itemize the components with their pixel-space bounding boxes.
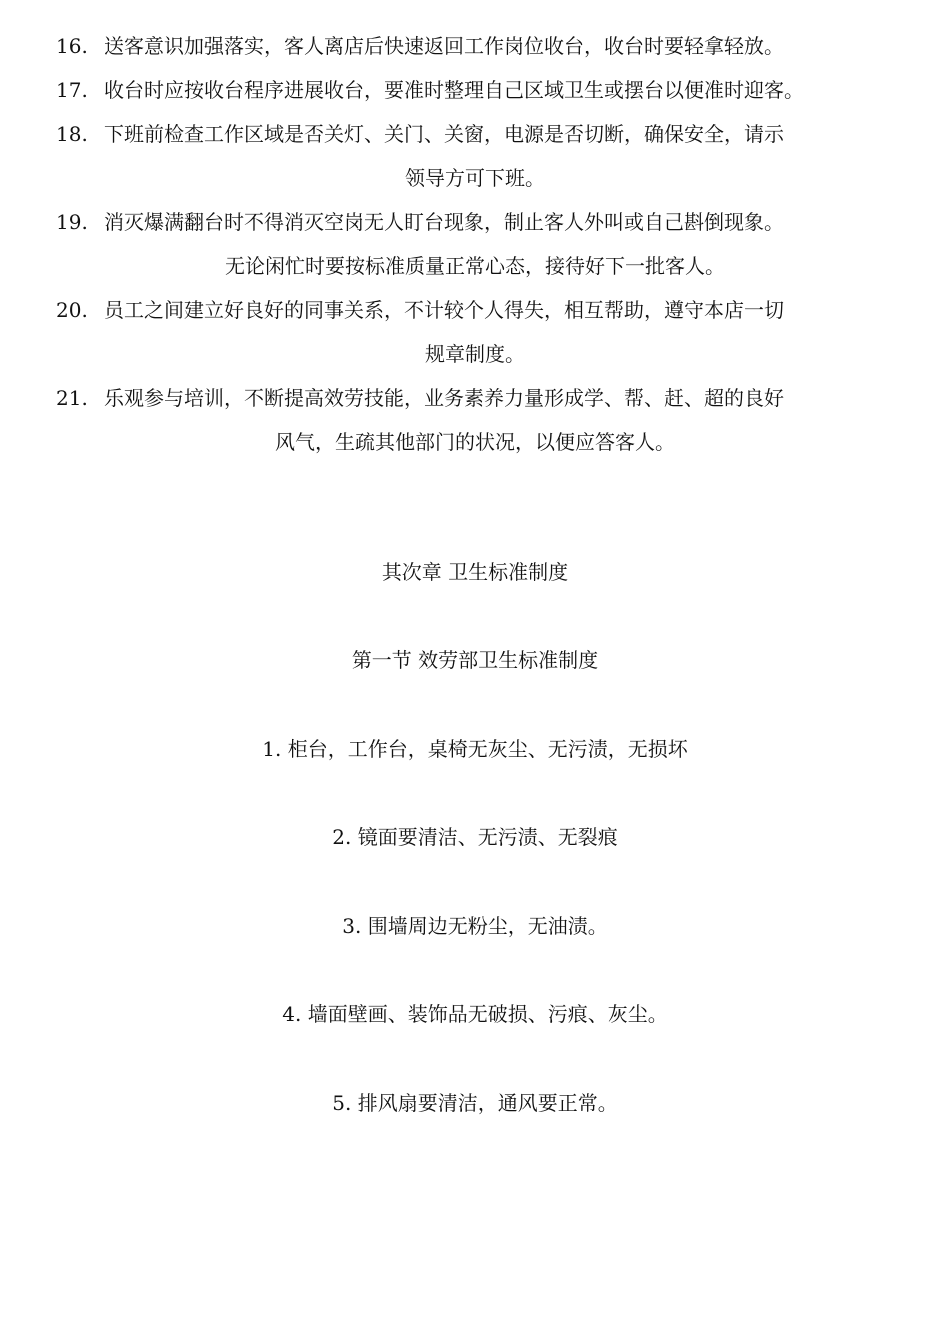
rule-text: 下班前检查工作区域是否关灯、关门、关窗，电源是否切断，确保安全，请示 (104, 122, 784, 146)
rule-item-16 (0, 24, 950, 68)
rule-item-20 (0, 288, 950, 376)
rule-number: 18. (56, 122, 88, 146)
rule-text: 消灭爆满翻台时不得消灭空岗无人盯台现象，制止客人外叫或自己斟倒现象。 (104, 210, 784, 234)
rule-number: 16. (56, 34, 88, 58)
cleaning-item: 4. 墙面壁画、装饰品无破损、污痕、灰尘。 (282, 1002, 668, 1026)
chapter-title: 其次章 卫生标准制度 (381, 560, 569, 584)
rule-text-continuation: 无论闲忙时要按标准质量正常心态，接待好下一批客人。 (225, 254, 725, 278)
section-title: 第一节 效劳部卫生标准制度 (351, 648, 599, 672)
rule-text-continuation: 风气，生疏其他部门的状况，以便应答客人。 (275, 430, 675, 454)
cleaning-item: 3. 围墙周边无粉尘，无油渍。 (342, 914, 608, 938)
rule-item-18 (0, 112, 950, 200)
rule-number: 17. (56, 78, 88, 102)
rule-text-continuation: 规章制度。 (425, 342, 525, 366)
rules-list (0, 24, 950, 464)
rule-item-17 (0, 68, 950, 112)
cleaning-item: 5. 排风扇要清洁，通风要正常。 (332, 1091, 618, 1115)
rule-item-21 (0, 376, 950, 464)
cleaning-item: 1. 柜台，工作台，桌椅无灰尘、无污渍，无损坏 (262, 737, 688, 761)
rule-text: 乐观参与培训，不断提高效劳技能，业务素养力量形成学、帮、赶、超的良好 (104, 386, 784, 410)
rule-text: 员工之间建立好良好的同事关系，不计较个人得失，相互帮助，遵守本店一切 (104, 298, 784, 322)
rule-text-continuation: 领导方可下班。 (405, 166, 545, 190)
rule-text: 收台时应按收台程序进展收台，要准时整理自己区域卫生或摆台以便准时迎客。 (104, 78, 804, 102)
rule-number: 19. (56, 210, 88, 234)
rule-text: 送客意识加强落实，客人离店后快速返回工作岗位收台，收台时要轻拿轻放。 (104, 34, 784, 58)
rule-item-19 (0, 200, 950, 288)
rule-number: 21. (56, 386, 88, 410)
cleaning-item: 2. 镜面要清洁、无污渍、无裂痕 (332, 825, 618, 849)
rule-number: 20. (56, 298, 88, 322)
